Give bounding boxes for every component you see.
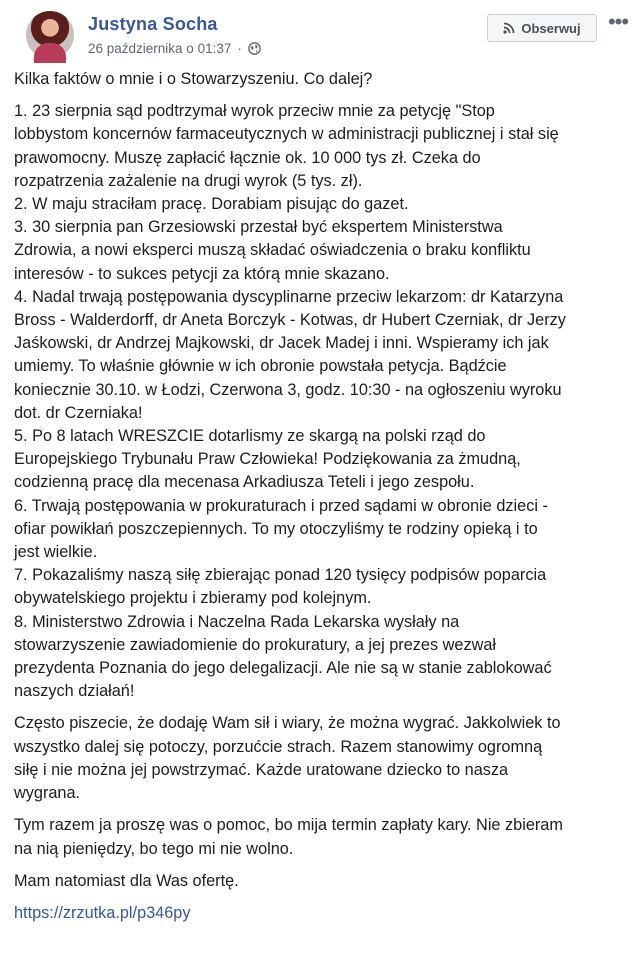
paragraph-line: wszystko dalej się potoczy, porzućcie strach. Razem stanowimy ogromną xyxy=(14,737,543,756)
list-line: prezydenta Poznania do jego delegalizacji. Ale nie są w stanie zablokować xyxy=(14,659,552,678)
author-name[interactable]: Justyna Socha xyxy=(88,14,218,34)
paragraph-line: na nią pieniędzy, bo tego mi nie wolno. xyxy=(14,839,294,858)
list-line: 6. Trwają postępowania w prokuraturach i przed sądami w obronie dzieci - xyxy=(14,496,548,515)
post-body xyxy=(14,68,611,925)
globe-icon[interactable] xyxy=(248,42,261,55)
post-meta: 26 października o 01:37 · xyxy=(88,41,261,56)
list-line: Bross - Walderdorff, dr Aneta Borczyk - Kotwas, dr Hubert Czerniak, dr Jerzy xyxy=(14,311,566,330)
more-options-icon[interactable]: ••• xyxy=(607,9,629,34)
list-line: stowarzyszenie zawiadomienie do prokuratury, a jej prezes wezwał xyxy=(14,635,497,654)
post-intro: Kilka faktów o mnie i o Stowarzyszeniu. Co dalej? xyxy=(14,70,373,88)
follow-button[interactable] xyxy=(487,14,597,42)
list-line: umiemy. To właśnie głównie w ich obronie powstała petycja. Bądźcie xyxy=(14,357,507,376)
list-line: 7. Pokazaliśmy naszą siłę zbierając ponad 120 tysięcy podpisów poparcia xyxy=(14,566,547,585)
paragraph-line: Tym razem ja proszę was o pomoc, bo mija termin zapłaty kary. Nie zbieram xyxy=(14,816,563,835)
list-line: 1. 23 sierpnia sąd podtrzymał wyrok przeciw mnie za petycję "Stop xyxy=(14,102,495,121)
list-line: 2. W maju straciłam pracę. Dorabiam pisując do gazet. xyxy=(14,195,409,214)
post-header xyxy=(14,0,629,64)
list-line: jest wielkie. xyxy=(14,543,98,562)
paragraph-offer: Mam natomiast dla Was ofertę. xyxy=(14,871,239,890)
paragraph-line: Często piszecie, że dodaję Wam sił i wiary, że można wygrać. Jakkolwiek to xyxy=(14,714,561,733)
follow-label: Obserwuj xyxy=(521,20,581,36)
list-line: ofiar powikłań poszczepiennych. To my otoczyliśmy te rodziny opieką i to xyxy=(14,519,538,538)
fundraiser-link[interactable]: https://zrzutka.pl/p346py xyxy=(14,903,191,922)
rss-icon xyxy=(503,22,515,34)
paragraph-request xyxy=(14,814,611,860)
list-line: Jaśkowski, dr Andrzej Majkowski, dr Jacek Madej i inni. Wspieramy ich jak xyxy=(14,334,549,353)
list-line: rozpatrzenia zażalenie na drugi wyrok (5 tys. zł). xyxy=(14,171,363,190)
list-line: obywatelskiego projektu i zbieramy pod kolejnym. xyxy=(14,589,372,608)
list-line: interesów - to sukces petycji za którą mnie skazano. xyxy=(14,264,390,283)
list-line: 4. Nadal trwają postępowania dyscyplinarne przeciw lekarzom: dr Katarzyna xyxy=(14,287,564,306)
paragraph-encouragement xyxy=(14,712,611,805)
list-line: 3. 30 sierpnia pan Grzesiowski przestał być ekspertem Ministerstwa xyxy=(14,218,503,237)
list-line: dot. dr Czerniaka! xyxy=(14,403,143,422)
paragraph-line: siłę i nie można jej powstrzymać. Każde uratowane dziecko to nasza xyxy=(14,760,509,779)
list-line: koniecznie 30.10. w Łodzi, Czerwona 3, godz. 10:30 - na ogłoszeniu wyroku xyxy=(14,380,562,399)
list-line: naszych działań! xyxy=(14,682,135,701)
list-line: lobbystom koncernów farmaceutycznych w administracji publicznej i stał się xyxy=(14,125,559,144)
list-line: prawomocny. Muszę zapłacić łącznie ok. 10 000 tys zł. Czeka do xyxy=(14,148,481,167)
paragraph-line: wygrana. xyxy=(14,784,81,803)
list-line: codzienną pracę dla mecenasa Arkadiusza Teteli i jego zespołu. xyxy=(14,473,475,492)
post-timestamp[interactable]: 26 października o 01:37 xyxy=(88,41,232,56)
list-line: 8. Ministerstwo Zdrowia i Naczelna Rada Lekarska wysłały na xyxy=(14,612,460,631)
list-line: Zdrowia, a nowi eksperci muszą składać oświadczenia o braku konfliktu xyxy=(14,241,531,260)
author-avatar[interactable] xyxy=(26,11,74,59)
facts-list xyxy=(14,100,611,703)
list-line: Europejskiego Trybunału Praw Człowieka! Podziękowania za żmudną, xyxy=(14,450,521,469)
list-line: 5. Po 8 latach WRESZCIE dotarlismy ze skargą na polski rząd do xyxy=(14,427,486,446)
